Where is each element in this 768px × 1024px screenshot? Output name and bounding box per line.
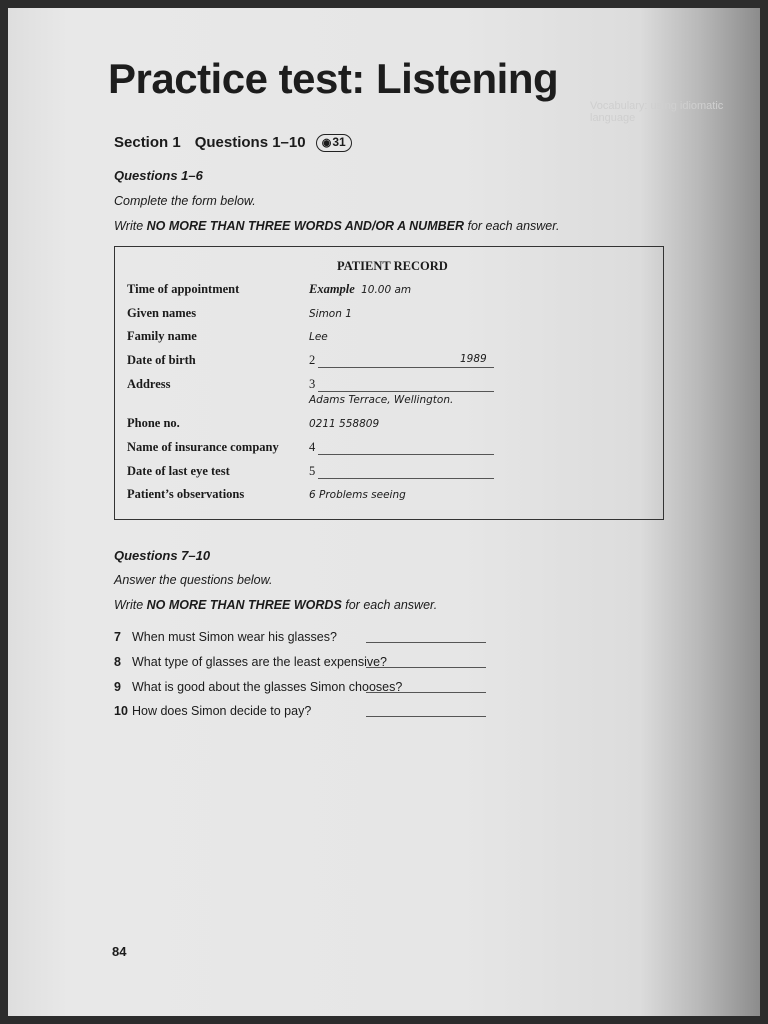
form-answer: 2 xyxy=(309,353,316,367)
form-answer: 0211 558809 xyxy=(309,418,380,430)
form-value xyxy=(309,464,315,479)
answer-line xyxy=(366,667,486,668)
question-text: How does Simon decide to pay? xyxy=(132,704,312,718)
question-number: 7 xyxy=(114,630,121,644)
part1-instruction: Complete the form below. xyxy=(114,194,256,208)
answer-line xyxy=(318,478,494,479)
section-heading xyxy=(114,134,352,152)
answer-line xyxy=(318,454,494,455)
question-item xyxy=(114,680,402,694)
form-extra: 1989 xyxy=(460,353,487,365)
form-label: Patient’s observations xyxy=(127,487,245,501)
form-label: Given names xyxy=(127,306,197,320)
question-text: What type of glasses are the least expensive? xyxy=(132,655,388,669)
form-value xyxy=(309,440,315,455)
question-number: 10 xyxy=(114,704,128,718)
question-item xyxy=(114,630,337,644)
form-value xyxy=(309,306,352,321)
form-answer: 3 xyxy=(309,377,316,391)
form-value xyxy=(309,329,328,344)
question-text: When must Simon wear his glasses? xyxy=(132,630,337,644)
form-label: Family name xyxy=(127,329,197,343)
question-text: What is good about the glasses Simon chooses? xyxy=(132,680,403,694)
form-answer: 10.00 am xyxy=(361,284,412,296)
section-label: Section 1 xyxy=(114,134,181,151)
question-item xyxy=(114,704,311,718)
form-answer: Simon 1 xyxy=(309,308,352,320)
form-label: Address xyxy=(127,377,171,391)
form-value xyxy=(309,416,379,431)
form-answer: 4 xyxy=(309,440,316,454)
form-value xyxy=(309,353,315,368)
example-label: Example xyxy=(309,282,355,296)
page-title: Practice test: Listening xyxy=(108,55,559,102)
part2-write-instruction: Write NO MORE THAN THREE WORDS for each answer. xyxy=(114,598,438,612)
page-number: 84 xyxy=(112,944,127,959)
show-through-text: Vocabulary: using idiomatic language xyxy=(590,100,724,124)
answer-line xyxy=(366,642,486,643)
form-extra: Adams Terrace, Wellington. xyxy=(309,394,454,406)
question-item xyxy=(114,655,387,669)
answer-line xyxy=(318,391,494,392)
form-value xyxy=(309,487,406,502)
answer-line xyxy=(318,367,494,368)
part2-heading: Questions 7–10 xyxy=(114,548,211,563)
question-number: 9 xyxy=(114,680,121,694)
part1-write-instruction: Write NO MORE THAN THREE WORDS AND/OR A NUMBER for each answer. xyxy=(114,219,560,233)
audio-track-badge xyxy=(316,134,352,152)
form-title: PATIENT RECORD xyxy=(337,259,448,273)
section-questions: Questions 1–10 xyxy=(194,134,306,151)
part1-heading: Questions 1–6 xyxy=(114,168,203,183)
question-number: 8 xyxy=(114,655,121,669)
form-label: Phone no. xyxy=(127,416,180,430)
track-number: 31 xyxy=(332,135,346,150)
form-label: Name of insurance company xyxy=(127,440,279,454)
form-value xyxy=(309,377,315,392)
form-answer: Lee xyxy=(309,331,328,343)
form-answer: 6 Problems seeing xyxy=(309,489,406,501)
form-value xyxy=(309,282,411,297)
form-label: Date of last eye test xyxy=(127,464,230,478)
answer-line xyxy=(366,692,486,693)
cd-icon: ◉ xyxy=(321,137,332,150)
form-label: Time of appointment xyxy=(127,282,240,296)
form-label: Date of birth xyxy=(127,353,196,367)
form-answer: 5 xyxy=(309,464,316,478)
answer-line xyxy=(366,716,486,717)
part2-instruction: Answer the questions below. xyxy=(114,573,273,587)
